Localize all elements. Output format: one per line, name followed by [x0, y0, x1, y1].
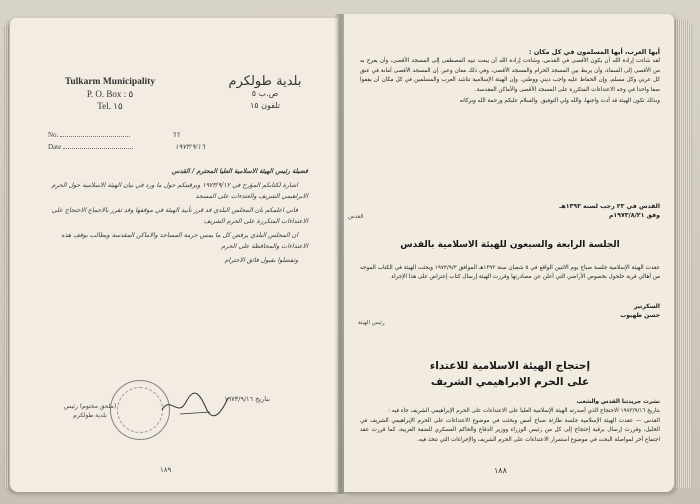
signature-note: (ملحق مختوم) رئيس بلدية طولكرم	[63, 403, 117, 419]
protest-date-line: بتاريخ ١٩٧٣/٩/١٦ الاحتجاج الذي أصدرته الهيئة الإسلامية العليا على الاعتداءات على الحرم الإبراهيمي الشريف جاء فيه :	[388, 408, 660, 415]
page-number-right: ١٨٨	[494, 466, 507, 475]
letterhead	[50, 76, 320, 136]
session-heading: الجلسة الرابعة والسبعون للهيئة الاسلامية بالقدس	[400, 240, 620, 250]
pobox-english: P. O. Box : ٥	[86, 89, 134, 99]
intro-title: أيها العرب، أيها المسلمون في كل مكان :	[528, 48, 660, 56]
protest-heading-line1: إحتجاج الهيئة الاسلامية للاعتداء	[429, 360, 591, 372]
reference-number-row	[48, 130, 318, 139]
secretary-block	[360, 302, 660, 321]
date-row	[48, 142, 318, 151]
letter-paragraph: ان المجلس البلدي يرفض كل ما يمس حرمة المساجد والاماكن المقدسة ويطالب بوقف هذه الاعتداءات والمحافظة على الحرم	[61, 232, 308, 250]
right-page	[344, 14, 674, 492]
page-edges-right	[672, 20, 692, 488]
letterhead-arabic	[210, 76, 320, 112]
letter-body	[46, 166, 308, 269]
intro-text: لقد شاءت إرادة الله أن يكون الأقصى في القدس، وشاءت إرادة الله أن يبعث نبيه المصطفى إلى المسجد الأقصى، وأن يعرج به من الأقصى إلى السماء، وأن يربط بين المسجد الحرام والمسجد الأقصى، وفي ذلك معان وعبر. إن المسجد الأقصى أمانة في عنق كل عربي وكل مسلم، وإن الحفاظ عليه واجب ديني ووطني. وإن الهيئة الإسلامية تناشد العرب والمسلمين في كل مكان أن يقفوا صفا واحدا في وجه الاعتداءات المتكررة على المسجد الأقصى والأماكن المقدسة.	[360, 58, 660, 93]
dotted-line	[63, 142, 133, 149]
tel-arabic: تلفون ١٥	[249, 101, 281, 110]
open-book	[4, 4, 696, 500]
chair-label: رئيس الهيئة	[358, 320, 385, 326]
left-page	[10, 18, 338, 492]
secretary-name: حسن طهبوب	[620, 312, 660, 320]
no-value: ٦٦	[171, 131, 180, 139]
margin-note: القدس	[348, 214, 364, 220]
stamp-inner-ring	[117, 387, 163, 433]
date-block	[360, 202, 660, 221]
closing-text: وبذلك تكون الهيئة قد أدت واجبها، والله ولي التوفيق. والسلام عليكم ورحمة الله وبركاته	[459, 98, 660, 105]
date-line-gregorian: وفق ١٩٧٣/٨/٢١م	[608, 212, 660, 220]
letter-paragraph: فاني اعلمكم بان المجلس البلدي قد قرر تأييد الهيئة في موقفها وقد تقرر بالاجماع الاحتجاج على الاعتداءات المتكررة على الحرم الشريف	[51, 207, 308, 225]
intro-block	[360, 48, 660, 106]
letterhead-english	[50, 76, 170, 112]
secretary-label: السكرتير	[633, 303, 660, 310]
signature-date: بتاريخ ١٩٧٣/٩/١٦	[224, 395, 270, 403]
page-number-left: ١٨٩	[160, 466, 172, 474]
dotted-line	[60, 130, 130, 137]
date-label: Date	[48, 143, 62, 151]
protest-intro: نشرت جريدتنا القدس والشعب	[576, 399, 660, 405]
municipality-name-english: Tulkarm Municipality	[64, 77, 156, 87]
session-text: عقدت الهيئة الإسلامية جلسة صباح يوم الاثنين الواقع في ٥ شعبان سنة ١٣٩٣هـ الموافق ١٩٧٣/٩/٣ وبحثت الهيئة في الكتاب الموجه من أهالي قرية حلحول بخصوص الأراضي التي أعلن عن مصادرتها وقررت الهيئة إرسال كتاب إعتراض على هذا الإجراء.	[360, 265, 660, 281]
date-line-hijri: القدس في ٢٣ رجب لسنة ١٣٩٣هـ	[559, 203, 660, 210]
protest-heading-line2: على الحرم الابراهيمي الشريف	[430, 376, 590, 388]
no-label: No.	[48, 131, 59, 139]
letter-closing: وتفضلوا بقبول فائق الاحترام	[224, 257, 298, 264]
pobox-arabic: ص.ب ٥	[251, 89, 279, 98]
letter-salutation: فضيلة رئيس الهيئة الاسلامية العليا المحترم / القدس	[171, 168, 308, 175]
protest-block	[360, 398, 660, 445]
municipality-name-arabic: بلدية طولكرم	[228, 74, 302, 89]
date-value: ١٩٧٣/٩/١٦	[174, 143, 205, 151]
tel-english: Tel. ١٥	[97, 101, 123, 111]
protest-text: القدس — عقدت الهيئة الإسلامية جلسة طارئة صباح أمس وبحثت في موضوع الاعتداءات على الحرم الإبراهيمي الشريف في الخليل، وقررت إرسال برقية إحتجاج إلى كل من رئيس الوزراء ووزير الدفاع والحاكم العسكري للضفة الغربية، كما قررت عقد اجتماع آخر لمواصلة البحث في موضوع استمرار الاعتداءات على الحرم الشريف والإجراءات التي تتخذ فيه.	[360, 417, 660, 443]
letter-paragraph: اشارة لكتابكم المؤرخ في ١٩٧٣/٩/١٢ وبرقيتكم حول ما ورد في بيان الهيئة الاسلامية حول الحرم الابراهيمي الشريف والعتدءات على المسجد	[51, 182, 308, 200]
